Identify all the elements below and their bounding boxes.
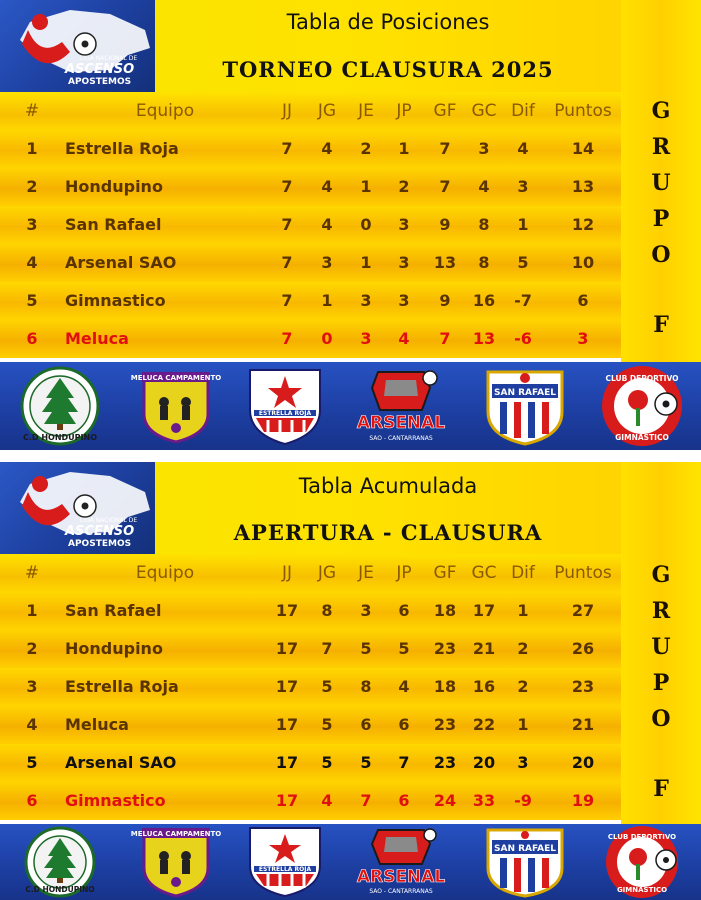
cell-team: San Rafael (65, 215, 162, 234)
cell-team: Gimnastico (65, 291, 166, 310)
table-subtitle: APERTURA - CLAUSURA (233, 520, 543, 545)
table-row (0, 168, 621, 206)
cell-jg: 4 (321, 139, 333, 158)
table-row (0, 282, 621, 320)
cell-gf: 13 (433, 253, 457, 272)
table-row (0, 630, 621, 668)
cell-team: San Rafael (65, 601, 162, 620)
cell-gf: 23 (433, 715, 457, 734)
badge-label: ESTRELLA ROJA (258, 410, 312, 417)
cell-jp: 3 (398, 291, 410, 310)
estrella-roja-badge-icon (246, 366, 324, 446)
cell-team: Arsenal SAO (65, 253, 177, 272)
cell-jj: 17 (275, 753, 299, 772)
cell-gc: 8 (478, 253, 490, 272)
logo-line1: LIGA NACIONAL DE (80, 55, 138, 62)
table-row (0, 206, 621, 244)
cell-position: 3 (26, 677, 38, 696)
estrella-roja-badge-icon (246, 826, 324, 898)
cell-position: 1 (26, 139, 38, 158)
cell-jj: 7 (281, 253, 293, 272)
cell-dif: 3 (517, 753, 529, 772)
gimnastico-badge-icon (594, 364, 690, 448)
cell-team: Estrella Roja (65, 677, 179, 696)
badge-label: MELUCA CAMPAMENTO (130, 374, 222, 382)
cell-jp: 3 (398, 253, 410, 272)
hondupino-badge-icon (14, 826, 106, 898)
san-rafael-badge-icon (484, 826, 566, 898)
cell-position: 5 (26, 291, 38, 310)
cell-team: Meluca (65, 715, 129, 734)
cell-dif: 1 (517, 715, 529, 734)
cell-gc: 16 (472, 291, 496, 310)
cell-gc: 22 (472, 715, 496, 734)
cell-jp: 5 (398, 639, 410, 658)
cell-dif: 3 (517, 177, 529, 196)
cell-jj: 7 (281, 291, 293, 310)
cell-points: 20 (571, 753, 595, 772)
cell-jg: 7 (321, 639, 333, 658)
cell-jp: 4 (398, 677, 410, 696)
cell-je: 2 (360, 139, 372, 158)
cell-jg: 4 (321, 791, 333, 810)
cell-jj: 17 (275, 715, 299, 734)
cell-jj: 17 (275, 791, 299, 810)
cell-position: 1 (26, 601, 38, 620)
cell-points: 26 (571, 639, 595, 658)
cell-je: 3 (360, 601, 372, 620)
san-rafael-badge-icon (484, 366, 566, 446)
gimnastico-badge-icon (596, 824, 690, 900)
column-header: GF (433, 563, 457, 583)
table-row-relegation (0, 782, 621, 820)
cell-team: Estrella Roja (65, 139, 179, 158)
cell-je: 6 (360, 715, 372, 734)
cell-points: 13 (571, 177, 595, 196)
group-letter: P (652, 670, 670, 696)
cell-jp: 6 (398, 791, 410, 810)
column-header: Dif (511, 563, 535, 583)
table-row (0, 706, 621, 744)
table-title: Tabla Acumulada (298, 474, 478, 498)
column-header: JJ (281, 101, 293, 121)
logo-line3: APOSTEMOS (68, 77, 132, 87)
cell-jp: 1 (398, 139, 410, 158)
cell-jj: 7 (281, 139, 293, 158)
column-header: JG (317, 563, 337, 583)
table-row (0, 668, 621, 706)
cell-jg: 8 (321, 601, 333, 620)
cell-dif: 2 (517, 677, 529, 696)
badge-label: SAN RAFAEL (494, 844, 556, 854)
table-header-row (0, 554, 621, 592)
cell-gc: 17 (472, 601, 496, 620)
arsenal-badge-icon (338, 826, 464, 898)
cell-jg: 5 (321, 677, 333, 696)
column-header: JG (317, 101, 337, 121)
column-header: GC (471, 101, 497, 121)
group-letter: F (653, 776, 669, 802)
cell-je: 5 (360, 639, 372, 658)
column-header: JJ (281, 563, 293, 583)
cell-gf: 7 (439, 177, 451, 196)
cell-je: 7 (360, 791, 372, 810)
cell-dif: -9 (514, 791, 532, 810)
cell-jg: 0 (321, 329, 333, 348)
table-row (0, 130, 621, 168)
cell-jj: 7 (281, 177, 293, 196)
cell-jg: 4 (321, 177, 333, 196)
cell-jp: 7 (398, 753, 410, 772)
cell-gc: 13 (472, 329, 496, 348)
column-header: # (24, 563, 40, 583)
cell-team: Meluca (65, 329, 129, 348)
cell-je: 1 (360, 177, 372, 196)
league-logo (0, 462, 155, 554)
cell-dif: 1 (517, 215, 529, 234)
cell-points: 3 (577, 329, 589, 348)
group-letter: U (651, 634, 671, 660)
cell-jj: 7 (281, 215, 293, 234)
cell-gf: 7 (439, 329, 451, 348)
cell-je: 3 (360, 291, 372, 310)
logo-line1: LIGA NACIONAL DE (80, 517, 138, 524)
badge-sublabel: SAO - CANTARRANAS (369, 888, 433, 895)
column-header: Puntos (554, 101, 612, 121)
cell-gf: 18 (433, 601, 457, 620)
column-header: JE (358, 101, 374, 121)
column-header: # (24, 101, 40, 121)
cell-points: 19 (571, 791, 595, 810)
cell-gf: 9 (439, 291, 451, 310)
table-row (0, 592, 621, 630)
standings-panel-acumulada (0, 462, 701, 900)
cell-points: 14 (571, 139, 595, 158)
cell-points: 21 (571, 715, 595, 734)
cell-team: Hondupino (65, 177, 163, 196)
column-header: Dif (511, 101, 535, 121)
cell-jj: 17 (275, 677, 299, 696)
badge-label: ARSENAL (356, 413, 446, 433)
cell-points: 10 (571, 253, 595, 272)
cell-jg: 3 (321, 253, 333, 272)
cell-gc: 16 (472, 677, 496, 696)
group-letter: F (653, 312, 669, 338)
badge-label: CLUB DEPORTIVO (605, 374, 679, 383)
badge-label: ESTRELLA ROJA (258, 866, 312, 873)
cell-team: Hondupino (65, 639, 163, 658)
cell-jp: 6 (398, 715, 410, 734)
league-logo (0, 0, 155, 92)
logo-line3: APOSTEMOS (68, 539, 132, 549)
cell-je: 1 (360, 253, 372, 272)
team-badges-banner (0, 362, 701, 450)
group-letter: R (651, 134, 671, 160)
cell-gc: 3 (478, 139, 490, 158)
cell-gc: 8 (478, 215, 490, 234)
column-header: JP (396, 563, 412, 583)
group-label (621, 0, 701, 362)
table-row-relegation (0, 320, 621, 358)
badge-sublabel: GIMNASTICO (616, 886, 668, 894)
cell-gc: 4 (478, 177, 490, 196)
team-badges-banner (0, 824, 701, 900)
column-header: JE (358, 563, 374, 583)
table-row (0, 744, 621, 782)
badge-label: C.D HONDUPINO (25, 885, 95, 894)
cell-points: 6 (577, 291, 589, 310)
cell-jg: 5 (321, 753, 333, 772)
cell-dif: 4 (517, 139, 529, 158)
group-letter: R (651, 598, 671, 624)
cell-jj: 17 (275, 601, 299, 620)
group-letter: G (651, 562, 671, 588)
cell-je: 5 (360, 753, 372, 772)
cell-dif: -7 (514, 291, 532, 310)
cell-gf: 7 (439, 139, 451, 158)
cell-gf: 24 (433, 791, 457, 810)
cell-position: 4 (26, 253, 38, 272)
cell-gf: 18 (433, 677, 457, 696)
cell-position: 3 (26, 215, 38, 234)
cell-gc: 33 (472, 791, 496, 810)
ascenso-logo-icon (0, 462, 155, 554)
group-letter: U (651, 170, 671, 196)
cell-je: 3 (360, 329, 372, 348)
table-row (0, 244, 621, 282)
cell-points: 27 (571, 601, 595, 620)
badge-label: ARSENAL (356, 867, 446, 887)
cell-team: Arsenal SAO (65, 753, 177, 772)
group-label (621, 462, 701, 824)
group-letter: O (651, 242, 671, 268)
cell-team: Gimnastico (65, 791, 166, 810)
cell-position: 2 (26, 177, 38, 196)
cell-position: 6 (26, 329, 38, 348)
cell-gf: 23 (433, 639, 457, 658)
cell-dif: -6 (514, 329, 532, 348)
column-header: GF (433, 101, 457, 121)
logo-line2: ASCENSO (65, 62, 135, 77)
cell-jg: 4 (321, 215, 333, 234)
badge-label: CLUB DEPORTIVO (607, 833, 677, 841)
badge-sublabel: GIMNASTICO (615, 433, 669, 442)
meluca-badge-icon (130, 368, 222, 444)
cell-position: 6 (26, 791, 38, 810)
table-title: Tabla de Posiciones (286, 10, 490, 34)
badge-label: MELUCA CAMPAMENTO (130, 830, 222, 838)
cell-jg: 1 (321, 291, 333, 310)
cell-jp: 2 (398, 177, 410, 196)
column-header: JP (396, 101, 412, 121)
hondupino-badge-icon (12, 366, 108, 446)
cell-jg: 5 (321, 715, 333, 734)
cell-dif: 2 (517, 639, 529, 658)
table-subtitle: TORNEO CLAUSURA 2025 (222, 57, 554, 82)
cell-points: 23 (571, 677, 595, 696)
cell-jp: 6 (398, 601, 410, 620)
cell-dif: 5 (517, 253, 529, 272)
cell-gf: 23 (433, 753, 457, 772)
cell-jp: 3 (398, 215, 410, 234)
group-letter: G (651, 98, 671, 124)
cell-position: 2 (26, 639, 38, 658)
cell-gc: 20 (472, 753, 496, 772)
arsenal-badge-icon (338, 366, 464, 446)
group-letter: O (651, 706, 671, 732)
group-letter: P (652, 206, 670, 232)
cell-jp: 4 (398, 329, 410, 348)
badge-sublabel: SAO - CANTARRANAS (369, 435, 433, 442)
logo-line2: ASCENSO (65, 524, 135, 539)
badge-label: C.D HONDUPINO (23, 433, 97, 442)
cell-position: 5 (26, 753, 38, 772)
cell-dif: 1 (517, 601, 529, 620)
cell-je: 0 (360, 215, 372, 234)
column-header: GC (471, 563, 497, 583)
cell-gc: 21 (472, 639, 496, 658)
cell-jj: 17 (275, 639, 299, 658)
table-header-row (0, 92, 621, 130)
cell-je: 8 (360, 677, 372, 696)
badge-label: SAN RAFAEL (494, 388, 556, 398)
ascenso-logo-icon (0, 0, 155, 92)
cell-position: 4 (26, 715, 38, 734)
cell-gf: 9 (439, 215, 451, 234)
column-header: Equipo (135, 101, 195, 121)
cell-points: 12 (571, 215, 595, 234)
column-header: Puntos (554, 563, 612, 583)
cell-jj: 7 (281, 329, 293, 348)
column-header: Equipo (135, 563, 195, 583)
meluca-badge-icon (130, 826, 222, 898)
